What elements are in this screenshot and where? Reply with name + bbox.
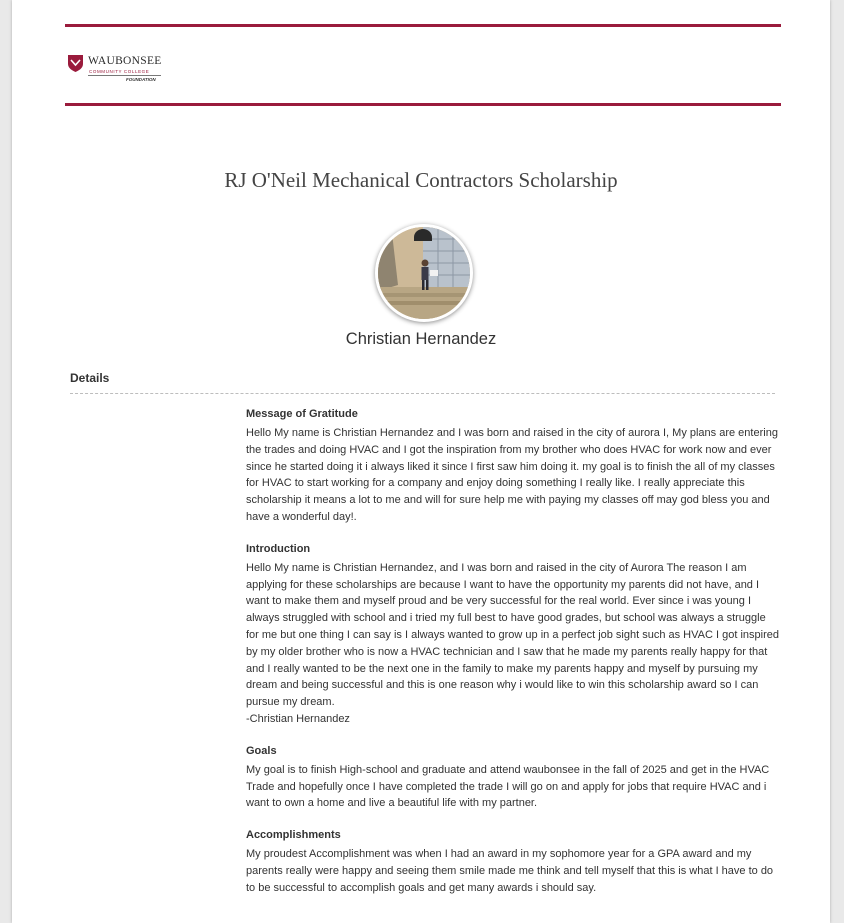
section-body: Hello My name is Christian Hernandez, and I was born and raised in the city of Aurora The reason I am applying for these scholarships are because I want to have the opportunity my parents did not have, and I want to make them and myself proud and be very successful for the real world. Ever since i was young I always struggled with school and i tried my full best to have good grades, but school was always a struggle for me but one thing I can say is I always wanted to grow up in a perfect job sight such as HVAC I got inspired by my older brother who is now a HVAC technician and I saw that he made my parents really happy for that and I really wanted to be the next one in the family to make my parents happy and myself by pursuing my dream and being successful and this is one reason why i would like to win this scholarship award so I can pursue my dream. -Christian Hernandez: [246, 561, 779, 725]
logo-divider: [88, 75, 161, 76]
logo-foundation: FOUNDATION: [126, 77, 156, 82]
document-page: [12, 0, 830, 923]
logo-name: WAUBONSEE: [88, 55, 162, 67]
section-heading: Accomplishments: [246, 829, 341, 842]
scholarship-title: RJ O'Neil Mechanical Contractors Scholarship: [224, 168, 618, 192]
section-body: My goal is to finish High-school and graduate and attend waubonsee in the fall of 2025 and get in the HVAC Trade and hopefully once I have completed the trade I will go on and apply for jobs that require HVAC and i want to own a home and live a beautiful life with my partner.: [246, 763, 770, 810]
section-goals: [246, 745, 780, 812]
header-top-rule: [65, 24, 781, 27]
section-heading: Goals: [246, 744, 277, 757]
section-heading: Introduction: [246, 542, 311, 555]
header-bottom-rule: [65, 103, 781, 106]
waubonsee-logo: [68, 53, 168, 87]
section-accomplishments: [246, 829, 780, 896]
section-heading: Message of Gratitude: [246, 408, 358, 420]
section-body: My proudest Accomplishment was when I had an award in my sophomore year for a GPA award and my parents really were happy and seeing them smile made me think and tell myself that this is what I have to do to be successful to accomplish goals and get many awards i should say.: [246, 848, 774, 894]
details-divider: [70, 393, 775, 394]
section-message-of-gratitude: [246, 408, 780, 526]
shield-icon: [68, 55, 83, 72]
recipient-name: Christian Hernandez: [345, 330, 497, 348]
section-introduction: [246, 543, 780, 728]
details-heading: Details: [70, 371, 110, 385]
avatar: [375, 224, 473, 322]
details-content: [246, 408, 780, 914]
profile-photo-icon: [378, 227, 470, 319]
logo-subtitle: COMMUNITY COLLEGE: [89, 69, 150, 74]
section-body: Hello My name is Christian Hernandez and I was born and raised in the city of aurora I, My plans are entering the trades and doing HVAC and I got the inspiration from my brother who does HVAC for work now and ever since he started doing it i always liked it since I first saw him doing it. my goal is to finish the all of my classes for HVAC to start working for a company and enjoy doing something I really like. I really appreciate this scholarship it means a lot to me and will for sure help me with paying my classes off may god bless you and have a wonderful day!.: [246, 427, 778, 523]
